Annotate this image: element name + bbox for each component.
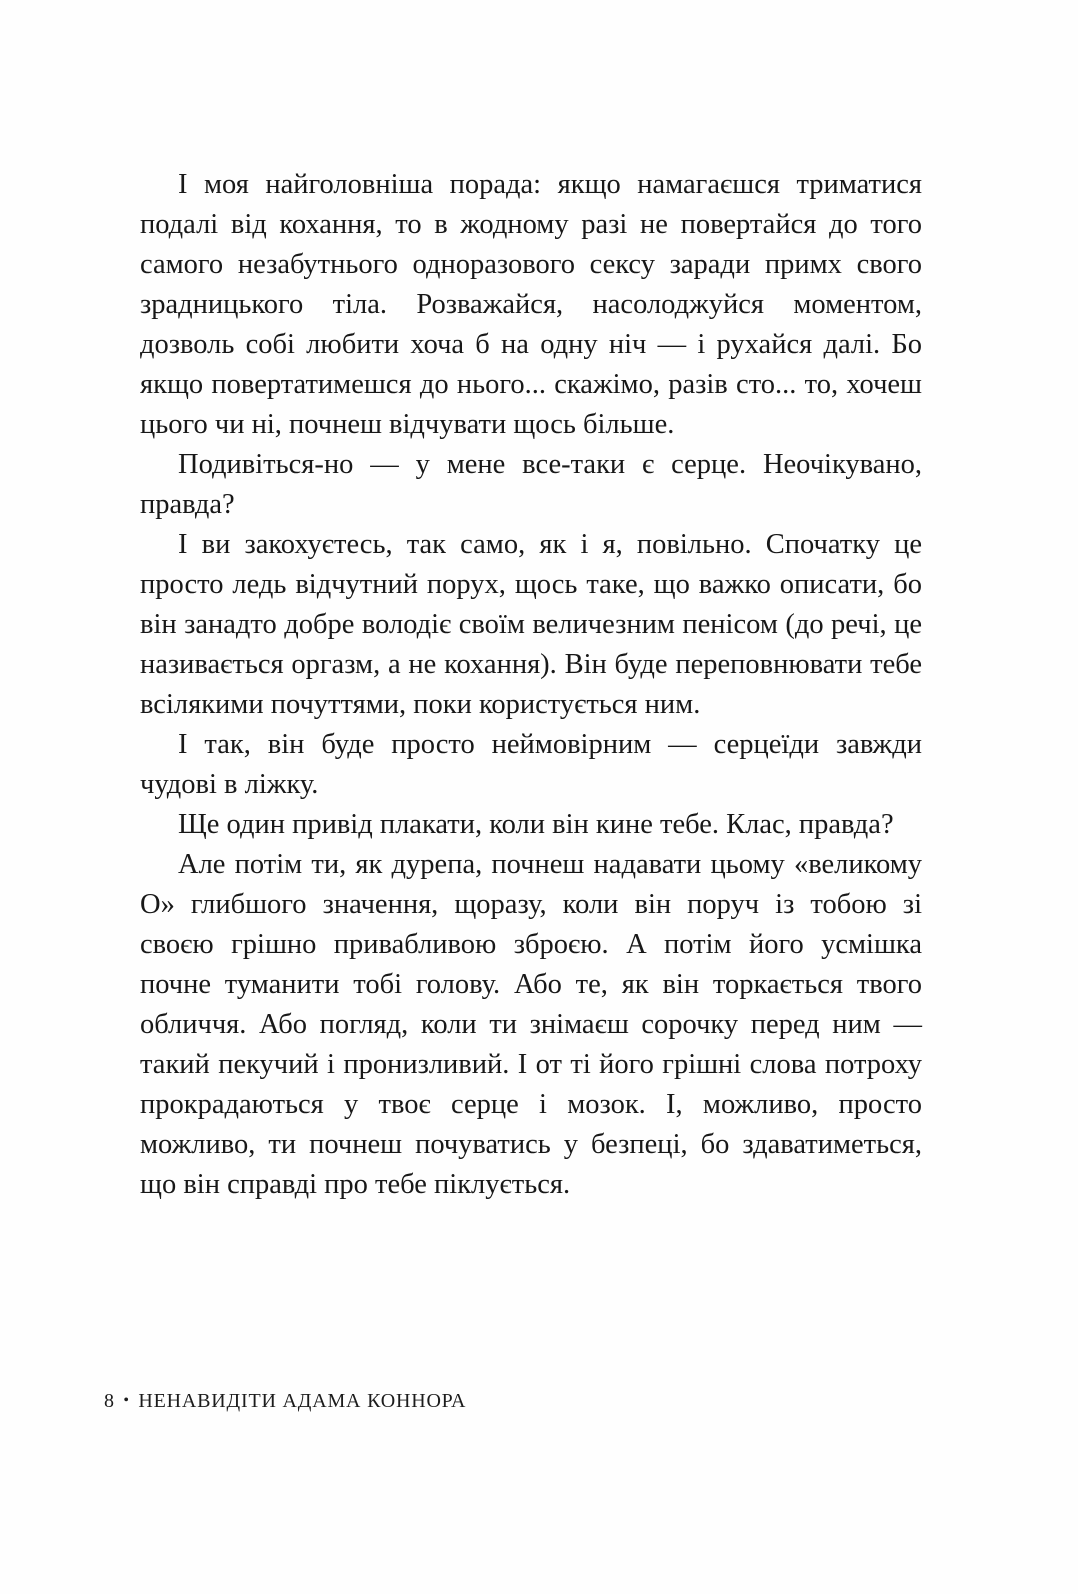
paragraph: Але потім ти, як дурепа, почнеш надавати цьому «великому О» глибшого значення, щоразу, коли він поруч із тобою зі своєю грішно привабливою зброєю. А потім його усмішка почне туманити тобі голову. Або те, як він торкається твого обличчя. Або погляд, коли ти знімаєш сорочку перед ним — такий пекучий і пронизливий. І от ті його грішні слова потроху прокрадаються у твоє серце і мозок. І, можливо, просто можливо, ти почнеш почуватись у безпеці, бо здаватиметься, що він справді про тебе піклується. [140, 849, 922, 1200]
paragraph: І моя найголовніша порада: якщо намагаєшся триматися подалі від кохання, то в жодному разі не повертайся до того самого незабутнього одноразового сексу заради примх свого зрадницького тіла. Розважайся, насолоджуйся моментом, дозволь собі любити хоча б на одну ніч — і рухайся далі. Бо якщо повертатимешся до нього... скажімо, разів сто... то, хочеш цього чи ні, почнеш відчувати щось більше. [140, 169, 922, 440]
paragraph: Подивіться-но — у мене все-таки є серце. Неочікувано, правда? [140, 449, 922, 520]
paragraph: Ще один привід плакати, коли він кине тебе. Клас, правда? [178, 809, 894, 840]
footer-separator-dot: • [123, 1392, 130, 1409]
text-block [140, 165, 922, 1205]
page-number: 8 [104, 1390, 115, 1412]
paragraph: І ви закохуєтесь, так само, як і я, повільно. Спочатку це просто ледь відчутний порух, щось таке, що важко описати, бо він занадто добре володіє своїм величезним пенісом (до речі, це називається оргазм, а не кохання). Він буде переповнювати тебе всілякими почуттями, поки користується ним. [140, 529, 922, 720]
paragraph: І так, він буде просто неймовірним — серцеїди завжди чудові в ліжку. [140, 729, 922, 800]
page-footer [104, 1390, 466, 1413]
footer-book-title: НЕНАВИДІТИ АДАМА КОННОРА [138, 1390, 467, 1412]
